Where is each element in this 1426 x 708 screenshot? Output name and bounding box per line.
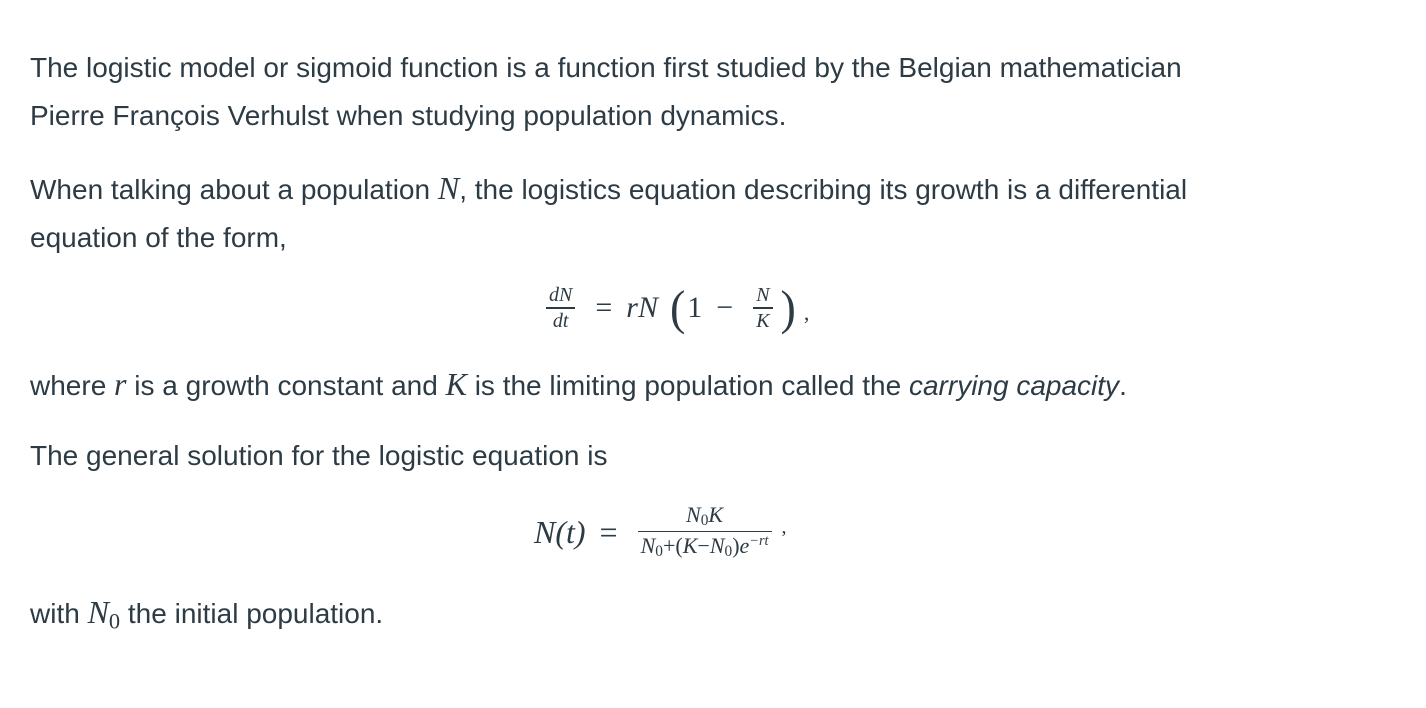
- solution-fraction: [638, 504, 772, 559]
- fraction-bar: [546, 307, 575, 308]
- denominator-exponent: −rt: [749, 533, 769, 550]
- denominator-close: ): [732, 533, 740, 559]
- logistic-differential-equation: [540, 278, 809, 338]
- with-text-b: the initial population.: [120, 598, 384, 629]
- where-text-a: where: [30, 370, 115, 401]
- math-variable-r: r: [114, 366, 127, 402]
- math-N0-subscript: 0: [108, 608, 121, 634]
- equation-comma: ,: [803, 300, 810, 325]
- general-solution-paragraph: [30, 432, 607, 480]
- denominator-N2: N: [709, 533, 725, 559]
- equation-intro-text-b: , the logistics equation describing its growth is a differential: [459, 174, 1188, 205]
- derivative-numerator: dN: [549, 284, 573, 307]
- right-paren: ): [780, 280, 796, 335]
- equation-intro-line-2: equation of the form,: [30, 222, 287, 253]
- derivative-fraction: [546, 285, 575, 330]
- math-variable-N0: [87, 594, 121, 634]
- intro-line-1: The logistic model or sigmoid function is a function first studied by the Belgian mathematician: [30, 52, 1182, 83]
- solution-lhs: N(t): [534, 513, 586, 550]
- math-variable-N: N: [437, 170, 460, 206]
- denominator-minus: −: [697, 533, 710, 559]
- left-paren: (: [669, 280, 686, 335]
- intro-paragraph: [30, 44, 1182, 140]
- initial-population-paragraph: [30, 588, 383, 638]
- equation-intro-text-a: When talking about a population: [30, 174, 438, 205]
- fraction-bar: [753, 307, 772, 308]
- one-term: 1: [687, 291, 703, 324]
- equals-sign: =: [599, 513, 618, 550]
- numerator-N: N: [686, 502, 701, 528]
- equals-sign: =: [595, 291, 613, 324]
- where-text-b: is a growth constant and: [126, 370, 446, 401]
- general-solution-text: The general solution for the logistic equation is: [30, 440, 608, 471]
- denominator-K: K: [682, 533, 698, 559]
- numerator-K: K: [708, 502, 724, 528]
- denominator-e: e: [739, 533, 750, 559]
- intro-line-2: Pierre François Verhulst when studying population dynamics.: [30, 100, 787, 131]
- equation-comma: ,: [781, 516, 787, 538]
- carrying-capacity-term: carrying capacity: [908, 370, 1120, 401]
- ratio-denominator: K: [756, 309, 770, 332]
- solution-numerator: [683, 504, 726, 528]
- equation-intro-paragraph: [30, 164, 1187, 262]
- denominator-plus-open: +(: [662, 533, 683, 559]
- minus-sign: −: [716, 291, 734, 324]
- where-text-c: is the limiting population called the: [466, 370, 909, 401]
- denominator-N: N: [640, 533, 656, 559]
- math-N0-base: N: [87, 594, 109, 630]
- denominator-N-subscript: 0: [655, 543, 663, 561]
- derivative-denominator: dt: [552, 309, 569, 332]
- rN-term: rN: [626, 291, 658, 324]
- where-text-d: .: [1119, 370, 1127, 401]
- fraction-bar: [638, 531, 772, 532]
- solution-denominator: [638, 534, 772, 559]
- numerator-N-subscript: 0: [700, 512, 709, 530]
- ratio-fraction: [753, 285, 772, 330]
- math-variable-K: K: [445, 366, 467, 402]
- where-paragraph: [30, 360, 1127, 410]
- ratio-numerator: N: [756, 284, 770, 307]
- logistic-general-solution: [534, 498, 787, 566]
- with-text-a: with: [30, 598, 88, 629]
- denominator-N2-subscript: 0: [724, 543, 733, 561]
